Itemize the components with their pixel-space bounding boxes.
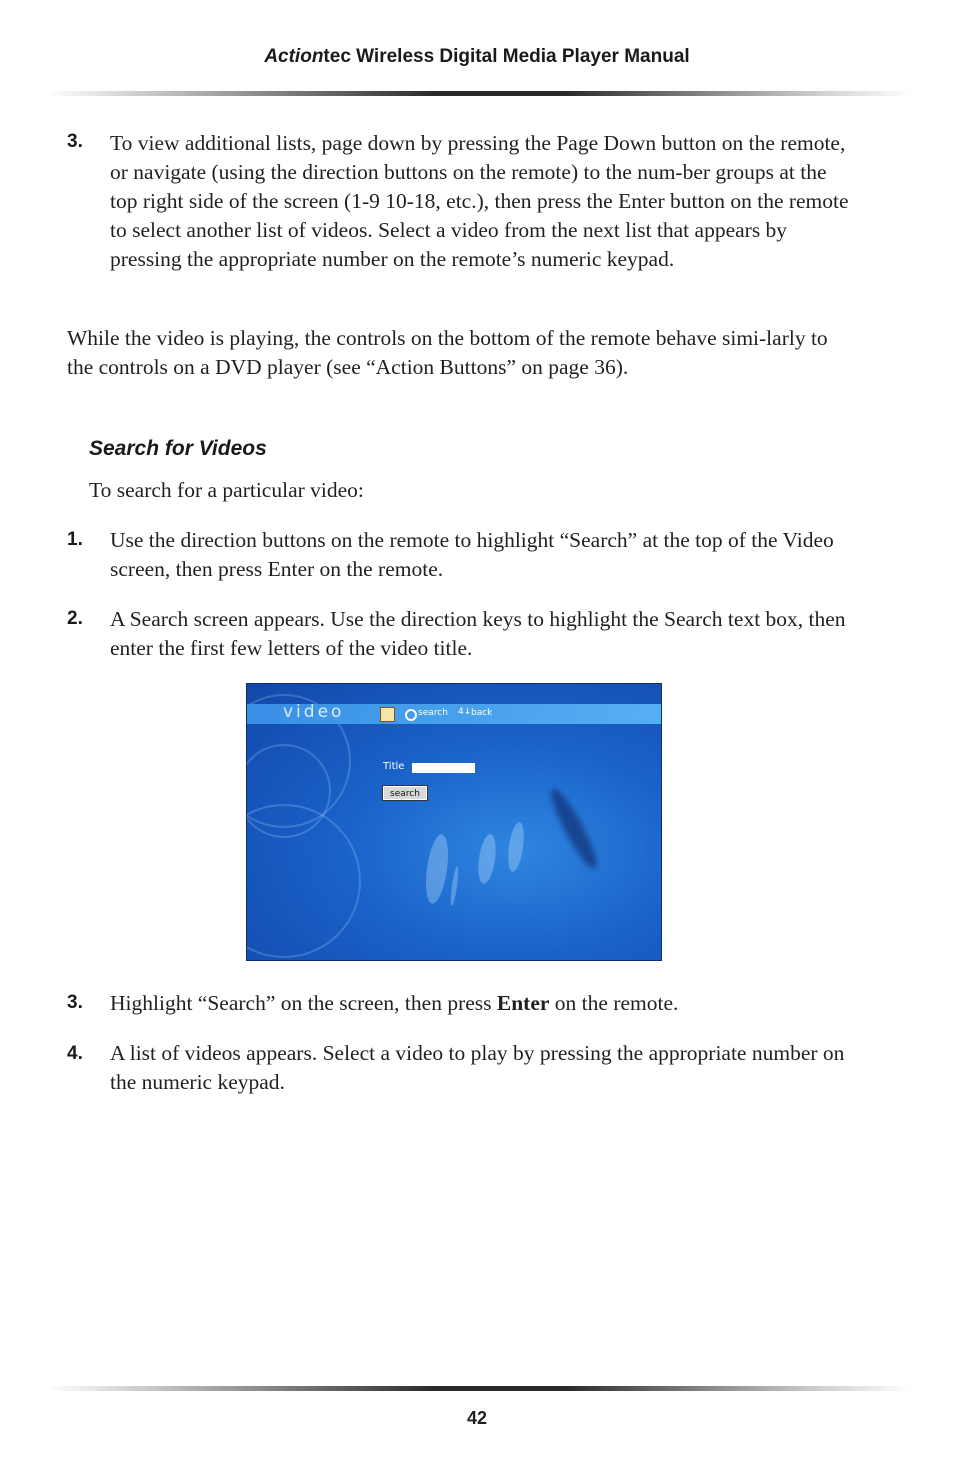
running-header	[0, 46, 954, 68]
step-number: 1.	[67, 529, 83, 550]
video-search-screenshot	[246, 683, 662, 961]
decor-shadow	[545, 785, 603, 873]
decor-streak	[476, 833, 499, 885]
back-icon: 4↓	[458, 707, 472, 717]
nav-back-link[interactable]: back	[471, 708, 493, 718]
header-rule	[46, 91, 911, 96]
step-text-bold: Enter	[496, 991, 550, 1015]
search-icon	[405, 709, 417, 721]
body-paragraph: While the video is playing, the controls on the bottom of the remote behave simi-larly to the controls on a DVD player (see “Action Buttons” on page 36).	[67, 326, 828, 379]
page-number: 42	[466, 1408, 488, 1428]
step-text-after: on the remote.	[549, 991, 679, 1015]
step-text: Use the direction buttons on the remote to highlight “Search” at the top of the Video screen, then press Enter on the remote.	[110, 528, 834, 581]
step-text: A list of videos appears. Select a video to play by pressing the appropriate number on the numeric keypad.	[110, 1041, 845, 1094]
decor-streak	[506, 821, 527, 872]
section-heading: Search for Videos	[89, 437, 267, 460]
step-number: 3.	[67, 992, 83, 1013]
title-field-label: Title	[383, 761, 405, 772]
title-search-input[interactable]	[412, 763, 475, 773]
step-number: 4.	[67, 1043, 83, 1064]
header-title-rest: tec Wireless Digital Media Player Manual	[323, 46, 690, 67]
home-icon[interactable]	[380, 707, 395, 722]
step-number: 3.	[67, 131, 83, 152]
step-text-before: Highlight “Search” on the screen, then press	[110, 991, 497, 1015]
step-number: 2.	[67, 608, 83, 629]
decor-streak	[422, 833, 452, 905]
section-intro: To search for a particular video:	[89, 478, 364, 502]
decor-circle	[246, 804, 361, 958]
step-text: To view additional lists, page down by pressing the Page Down button on the remote, or navigate (using the direction buttons on the remote) to the num-ber groups at the top right side of the screen (1-9 10-18, etc.), then press the Enter button on the remote to select another list of videos. Select a video from the next list that appears by pressing the appropriate number on the remote’s numeric keypad.	[110, 131, 849, 271]
nav-search-link[interactable]: search	[418, 708, 448, 718]
step-text: A Search screen appears. Use the direction keys to highlight the Search text box, then enter the first few letters of the video title.	[110, 607, 846, 660]
footer-rule	[46, 1386, 911, 1391]
decor-streak	[449, 866, 460, 906]
header-brand-italic: Action	[264, 46, 324, 67]
screen-title: video	[283, 702, 345, 722]
search-button[interactable]: search	[383, 786, 427, 800]
step-text	[110, 989, 850, 1018]
